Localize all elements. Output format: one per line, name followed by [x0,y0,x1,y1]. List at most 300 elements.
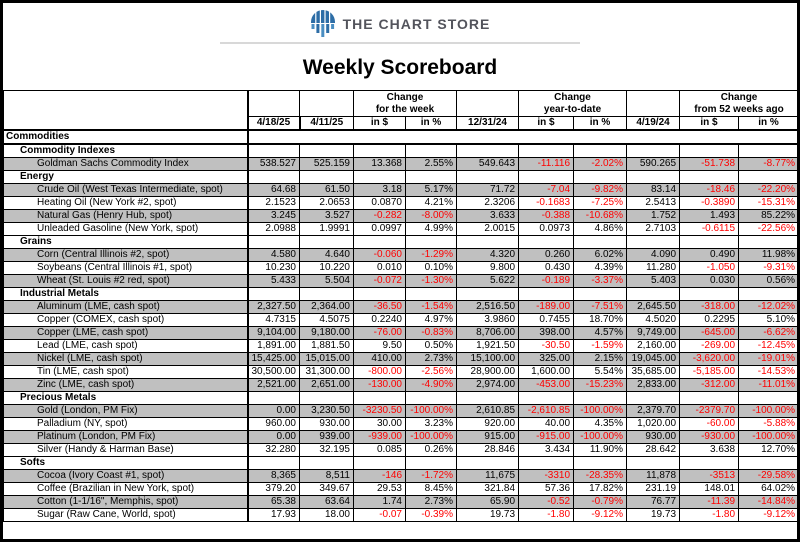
value-cell: -2,610.85 [519,405,574,418]
value-cell: -15.31% [739,197,799,210]
value-cell: 2.0988 [248,223,300,236]
value-cell: 85.22% [739,210,799,223]
value-cell: -0.07 [354,509,406,522]
row-label: Aluminum (LME, cash spot) [4,301,248,314]
value-cell: 930.00 [300,418,354,431]
value-cell: -100.00% [574,431,627,444]
group-header-row [4,91,799,117]
value-cell: -18.46 [680,184,739,197]
section-header-row [4,392,799,405]
value-cell: 2,645.50 [627,301,680,314]
value-cell: -28.35% [574,470,627,483]
section-label: Energy [4,171,248,184]
commodities-label: Commodities [4,130,248,144]
value-cell: -1.72% [406,470,457,483]
value-cell: 13.368 [354,158,406,171]
value-cell: 321.84 [457,483,519,496]
value-cell: 3,230.50 [300,405,354,418]
chart-store-logo [3,3,797,37]
value-cell: 4.35% [574,418,627,431]
value-cell: 8,706.00 [457,327,519,340]
section-label: Industrial Metals [4,288,248,301]
section-header-row [4,288,799,301]
value-cell: 3.9860 [457,314,519,327]
empty-cell [680,144,739,158]
value-cell: 64.68 [248,184,300,197]
value-cell: -100.00% [574,405,627,418]
value-cell: 5.54% [574,366,627,379]
table-row [4,366,799,379]
empty-cell [406,236,457,249]
row-label: Natural Gas (Henry Hub, spot) [4,210,248,223]
column-header-in-percent: in % [406,117,457,131]
value-cell: -3310 [519,470,574,483]
section-header-row [4,457,799,470]
section-label: Commodity Indexes [4,144,248,158]
value-cell: 11.280 [627,262,680,275]
group-header-line: Change [386,91,424,103]
spacer-cell [248,91,300,117]
value-cell: 0.7455 [519,314,574,327]
value-cell: -22.20% [739,184,799,197]
spacer-cell [457,91,519,117]
value-cell: 2,327.50 [248,301,300,314]
value-cell: -0.83% [406,327,457,340]
value-cell: 12.70% [739,444,799,457]
value-cell: 0.030 [680,275,739,288]
value-cell: -0.282 [354,210,406,223]
value-cell: -7.25% [574,197,627,210]
value-cell: -100.00% [739,405,799,418]
value-cell: 0.50% [406,340,457,353]
empty-cell [519,144,574,158]
empty-cell [519,392,574,405]
section-header-row [4,144,799,158]
value-cell: -51.738 [680,158,739,171]
group-header-52wk [680,91,799,117]
value-cell: -146 [354,470,406,483]
value-cell: 5.403 [627,275,680,288]
row-label: Soybeans (Central Illinois #1, spot) [4,262,248,275]
value-cell: -312.00 [680,379,739,392]
table-row [4,431,799,444]
empty-cell [739,457,799,470]
row-label: Goldman Sachs Commodity Index [4,158,248,171]
value-cell: 2.1523 [248,197,300,210]
value-cell: 1,881.50 [300,340,354,353]
empty-cell [300,144,354,158]
value-cell: -130.00 [354,379,406,392]
value-cell: 19.73 [627,509,680,522]
empty-cell [248,457,300,470]
value-cell: -318.00 [680,301,739,314]
value-cell: 17.93 [248,509,300,522]
value-cell: 5.504 [300,275,354,288]
table-row [4,353,799,366]
value-cell: -11.39 [680,496,739,509]
value-cell: -2.56% [406,366,457,379]
value-cell: -9.12% [739,509,799,522]
value-cell: -5,185.00 [680,366,739,379]
value-cell: 2,516.50 [457,301,519,314]
value-cell: -939.00 [354,431,406,444]
empty-cell [248,144,300,158]
spacer-cell [627,91,680,117]
value-cell: 11.90% [574,444,627,457]
value-cell: 2.55% [406,158,457,171]
empty-cell [406,392,457,405]
value-cell: -3513 [680,470,739,483]
value-cell: 1.9991 [300,223,354,236]
empty-cell [680,288,739,301]
row-label: Crude Oil (West Texas Intermediate, spot) [4,184,248,197]
value-cell: -0.189 [519,275,574,288]
value-cell: 29.53 [354,483,406,496]
row-label: Zinc (LME, cash spot) [4,379,248,392]
value-cell: 2,651.00 [300,379,354,392]
value-cell: 231.19 [627,483,680,496]
value-cell: 5.622 [457,275,519,288]
value-cell: -22.56% [739,223,799,236]
table-row [4,314,799,327]
value-cell: -100.00% [406,405,457,418]
empty-cell [300,236,354,249]
value-cell: -3,620.00 [680,353,739,366]
row-label: Coffee (Brazilian in New York, spot) [4,483,248,496]
row-label: Palladium (NY, spot) [4,418,248,431]
value-cell: 2.0653 [300,197,354,210]
empty-cell [406,457,457,470]
row-label: Silver (Handy & Harman Base) [4,444,248,457]
empty-cell [627,236,680,249]
table-row [4,262,799,275]
empty-cell [354,236,406,249]
value-cell: 0.2240 [354,314,406,327]
value-cell: 28.642 [627,444,680,457]
value-cell: 4.640 [300,249,354,262]
value-cell: 0.2295 [680,314,739,327]
value-cell: 590.265 [627,158,680,171]
value-cell: 939.00 [300,431,354,444]
value-cell: 1.74 [354,496,406,509]
value-cell: -9.12% [574,509,627,522]
value-cell: 32.195 [300,444,354,457]
empty-cell [739,236,799,249]
value-cell: 71.72 [457,184,519,197]
value-cell: 4.57% [574,327,627,340]
empty-cell [680,457,739,470]
value-cell: -8.77% [739,158,799,171]
value-cell: -0.1683 [519,197,574,210]
value-cell: 349.67 [300,483,354,496]
value-cell: 4.21% [406,197,457,210]
empty-cell [574,144,627,158]
empty-cell [300,171,354,184]
empty-cell [574,392,627,405]
empty-cell [354,288,406,301]
value-cell: 4.5075 [300,314,354,327]
value-cell: -930.00 [680,431,739,444]
logo-divider [220,42,580,44]
value-cell: 2,364.00 [300,301,354,314]
value-cell: 2,610.85 [457,405,519,418]
value-cell: -6.62% [739,327,799,340]
table-row [4,210,799,223]
value-cell: 32.280 [248,444,300,457]
value-cell: 4.97% [406,314,457,327]
section-label: Grains [4,236,248,249]
value-cell: -8.00% [406,210,457,223]
column-header-in-percent: in % [574,117,627,131]
column-header-date: 4/11/25 [300,117,354,131]
table-row [4,470,799,483]
table-row [4,327,799,340]
empty-cell [627,457,680,470]
row-label: Sugar (Raw Cane, World, spot) [4,509,248,522]
value-cell: 325.00 [519,353,574,366]
empty-cell [406,288,457,301]
column-header-in-dollars: in $ [354,117,406,131]
spacer-cell [300,91,354,117]
value-cell: 8,365 [248,470,300,483]
value-cell: -915.00 [519,431,574,444]
row-label: Platinum (London, PM Fix) [4,431,248,444]
row-label: Nickel (LME, cash spot) [4,353,248,366]
value-cell: 0.00 [248,431,300,444]
value-cell: 18.70% [574,314,627,327]
value-cell: 3.23% [406,418,457,431]
value-cell: -800.00 [354,366,406,379]
value-cell: -0.072 [354,275,406,288]
empty-cell [457,457,519,470]
value-cell: 0.0997 [354,223,406,236]
value-cell: 0.00 [248,405,300,418]
table-row [4,223,799,236]
column-header-date: 4/18/25 [248,117,300,131]
value-cell: 83.14 [627,184,680,197]
value-cell: -7.51% [574,301,627,314]
table-header [4,91,799,131]
value-cell: -3.37% [574,275,627,288]
value-cell: -11.01% [739,379,799,392]
value-cell: 9,104.00 [248,327,300,340]
empty-cell [457,392,519,405]
column-header-date: 12/31/24 [457,117,519,131]
value-cell: 28.846 [457,444,519,457]
empty-cell [739,171,799,184]
row-label: Unleaded Gasoline (New York, spot) [4,223,248,236]
table-row [4,483,799,496]
value-cell: 3.633 [457,210,519,223]
value-cell: 0.10% [406,262,457,275]
empty-cell [354,171,406,184]
page-title: Weekly Scoreboard [302,56,498,79]
row-label: Copper (LME, cash spot) [4,327,248,340]
empty-cell [406,144,457,158]
value-cell: 4.580 [248,249,300,262]
value-cell: -1.29% [406,249,457,262]
empty-cell [354,392,406,405]
empty-cell [627,288,680,301]
empty-cell [627,144,680,158]
value-cell: 410.00 [354,353,406,366]
table-row [4,184,799,197]
value-cell: 9,749.00 [627,327,680,340]
table-row [4,444,799,457]
value-cell: 18.00 [300,509,354,522]
commodities-spacer [248,130,799,144]
empty-cell [519,288,574,301]
value-cell: 1,600.00 [519,366,574,379]
empty-cell [627,392,680,405]
value-cell: -30.50 [519,340,574,353]
empty-cell [248,392,300,405]
value-cell: 4.39% [574,262,627,275]
empty-cell [457,171,519,184]
value-cell: -0.3890 [680,197,739,210]
value-cell: 63.64 [300,496,354,509]
value-cell: 915.00 [457,431,519,444]
section-label: Softs [4,457,248,470]
value-cell: 61.50 [300,184,354,197]
commodities-header-row [4,130,799,144]
value-cell: 17.82% [574,483,627,496]
value-cell: 4.090 [627,249,680,262]
value-cell: 28,900.00 [457,366,519,379]
value-cell: -1.80 [519,509,574,522]
value-cell: 538.527 [248,158,300,171]
row-label: Copper (COMEX, cash spot) [4,314,248,327]
empty-cell [248,288,300,301]
empty-cell [519,457,574,470]
empty-cell [300,288,354,301]
value-cell: 2.7103 [627,223,680,236]
value-cell: 3.527 [300,210,354,223]
empty-cell [519,171,574,184]
empty-cell [354,457,406,470]
value-cell: 35,685.00 [627,366,680,379]
table-row [4,418,799,431]
empty-cell [519,236,574,249]
value-cell: -0.39% [406,509,457,522]
value-cell: 19.73 [457,509,519,522]
row-label: Tin (LME, cash spot) [4,366,248,379]
empty-cell [739,144,799,158]
value-cell: 5.10% [739,314,799,327]
empty-cell [739,288,799,301]
value-cell: 76.77 [627,496,680,509]
value-cell: -76.00 [354,327,406,340]
group-header-line: year-to-date [543,103,602,115]
value-cell: 960.00 [248,418,300,431]
value-cell: 4.86% [574,223,627,236]
value-cell: -14.53% [739,366,799,379]
value-cell: 0.26% [406,444,457,457]
group-header-line: from 52 weeks ago [694,103,784,115]
table-row [4,275,799,288]
value-cell: 8.45% [406,483,457,496]
column-header-in-percent: in % [739,117,799,131]
table-row [4,340,799,353]
value-cell: 0.0973 [519,223,574,236]
value-cell: 30.00 [354,418,406,431]
value-cell: 9,180.00 [300,327,354,340]
value-cell: -10.68% [574,210,627,223]
value-cell: 15,425.00 [248,353,300,366]
value-cell: 0.490 [680,249,739,262]
value-cell: 11.98% [739,249,799,262]
table-row [4,301,799,314]
table-row [4,405,799,418]
value-cell: 2.5413 [627,197,680,210]
value-cell: 379.20 [248,483,300,496]
row-label-column-header [4,91,248,131]
bar-chart-dome-icon [310,10,336,37]
value-cell: 4.320 [457,249,519,262]
value-cell: 5.17% [406,184,457,197]
value-cell: -9.82% [574,184,627,197]
empty-cell [574,288,627,301]
section-header-row [4,171,799,184]
value-cell: -3230.50 [354,405,406,418]
value-cell: -2379.70 [680,405,739,418]
empty-cell [457,144,519,158]
value-cell: 3.434 [519,444,574,457]
empty-cell [627,171,680,184]
column-header-in-dollars: in $ [519,117,574,131]
empty-cell [300,392,354,405]
row-label: Heating Oil (New York #2, spot) [4,197,248,210]
section-label: Precious Metals [4,392,248,405]
value-cell: 65.38 [248,496,300,509]
value-cell: -100.00% [739,431,799,444]
value-cell: 8,511 [300,470,354,483]
empty-cell [680,392,739,405]
value-cell: -12.45% [739,340,799,353]
empty-cell [574,171,627,184]
value-cell: 0.430 [519,262,574,275]
empty-cell [300,457,354,470]
row-label: Lead (LME, cash spot) [4,340,248,353]
group-header-line: Change [554,91,591,103]
value-cell: 1,020.00 [627,418,680,431]
value-cell: 6.02% [574,249,627,262]
row-label: Wheat (St. Louis #2 red, spot) [4,275,248,288]
section-header-row [4,236,799,249]
value-cell: -5.88% [739,418,799,431]
value-cell: -7.04 [519,184,574,197]
value-cell: 2,974.00 [457,379,519,392]
value-cell: -453.00 [519,379,574,392]
value-cell: -29.58% [739,470,799,483]
value-cell: -1.80 [680,509,739,522]
empty-cell [248,171,300,184]
value-cell: 398.00 [519,327,574,340]
value-cell: 15,100.00 [457,353,519,366]
logo-text: THE CHART STORE [342,15,491,32]
value-cell: 0.0870 [354,197,406,210]
value-cell: -0.79% [574,496,627,509]
empty-cell [574,457,627,470]
scoreboard-table [3,90,799,522]
value-cell: -9.31% [739,262,799,275]
value-cell: 0.010 [354,262,406,275]
value-cell: -100.00% [406,431,457,444]
empty-cell [574,236,627,249]
column-header-in-dollars: in $ [680,117,739,131]
value-cell: -0.388 [519,210,574,223]
value-cell: 549.643 [457,158,519,171]
